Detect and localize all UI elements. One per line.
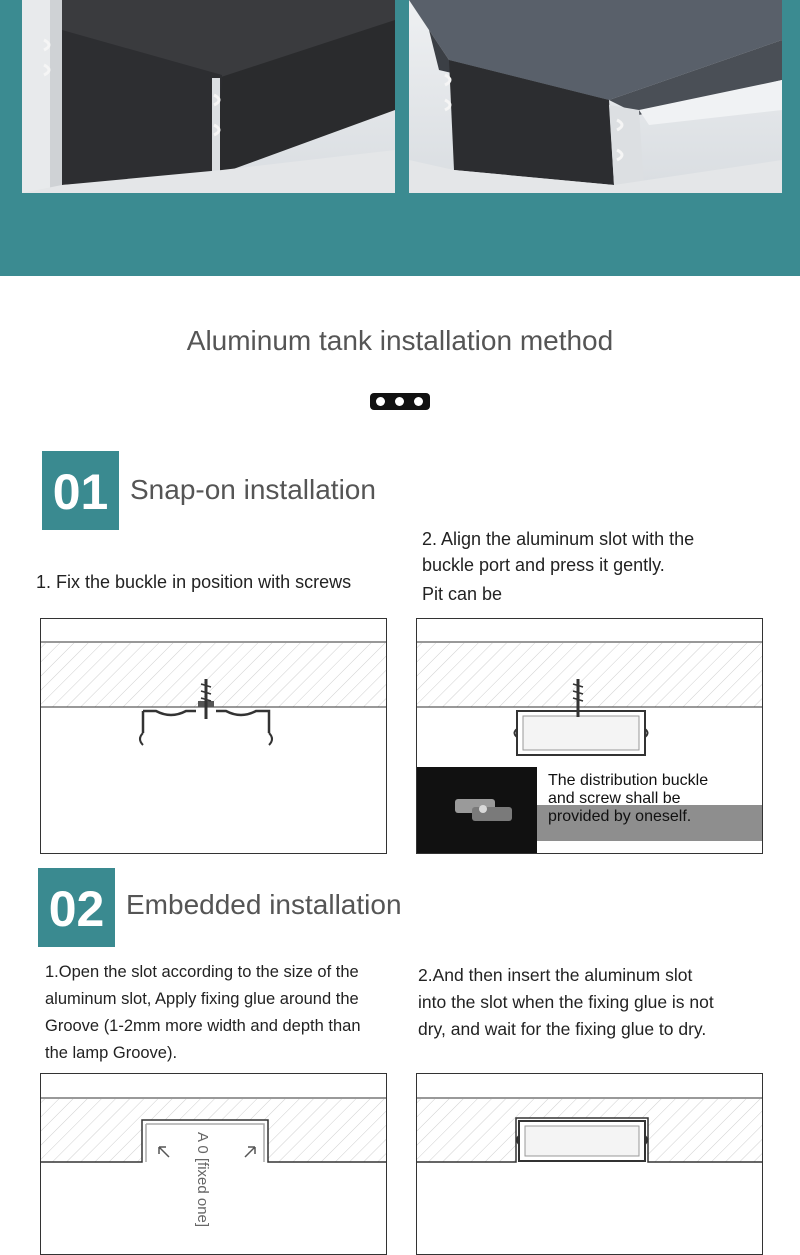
step2-line: buckle port and press it gently. xyxy=(422,555,665,575)
step2-line: 2. Align the aluminum slot with the xyxy=(422,529,695,549)
diagram-screw-buckle xyxy=(40,618,387,854)
step2-text xyxy=(422,526,694,607)
page-title: Aluminum tank installation method xyxy=(186,325,614,356)
note-line: The distribution buckle xyxy=(548,772,709,789)
section-number-02: 02 xyxy=(38,868,115,947)
embed-step2-line: dry, and wait for the fixing glue to dry. xyxy=(418,1019,707,1039)
embed-step1-line: 1.Open the slot according to the size of the xyxy=(45,963,359,981)
embed-step1-line: aluminum slot, Apply fixing glue around the xyxy=(45,990,359,1008)
section-number-01: 01 xyxy=(42,451,119,530)
note-line: and screw shall be xyxy=(548,790,681,807)
embed-step1-text xyxy=(45,959,361,1067)
embed-step2-text xyxy=(418,962,714,1043)
embed-step2-line: 2.And then insert the aluminum slot xyxy=(418,965,693,985)
dots-divider-icon xyxy=(370,393,430,410)
diagram-slot-inserted xyxy=(416,1073,763,1255)
step1-text: 1. Fix the buckle in position with screws xyxy=(36,572,352,592)
hero-banner xyxy=(0,0,800,276)
diagram-press-slot xyxy=(416,618,763,854)
section-heading-snap-on: Snap-on installation xyxy=(130,474,376,505)
diagram-groove-cut xyxy=(40,1073,387,1255)
embed-step2-line: into the slot when the fixing glue is not xyxy=(418,992,714,1012)
dimension-label: A 0 [fixed one] xyxy=(194,1132,211,1228)
product-photo-right xyxy=(409,0,782,193)
dimension-label-box xyxy=(191,1132,221,1242)
section-heading-embedded: Embedded installation xyxy=(126,889,402,920)
embed-step1-line: the lamp Groove). xyxy=(45,1044,178,1062)
buckle-note xyxy=(548,772,708,826)
note-line: provided by oneself. xyxy=(548,808,692,825)
embed-step1-line: Groove (1-2mm more width and depth than xyxy=(45,1017,361,1035)
step2-line: Pit can be xyxy=(422,584,503,604)
product-photo-left xyxy=(22,0,395,193)
